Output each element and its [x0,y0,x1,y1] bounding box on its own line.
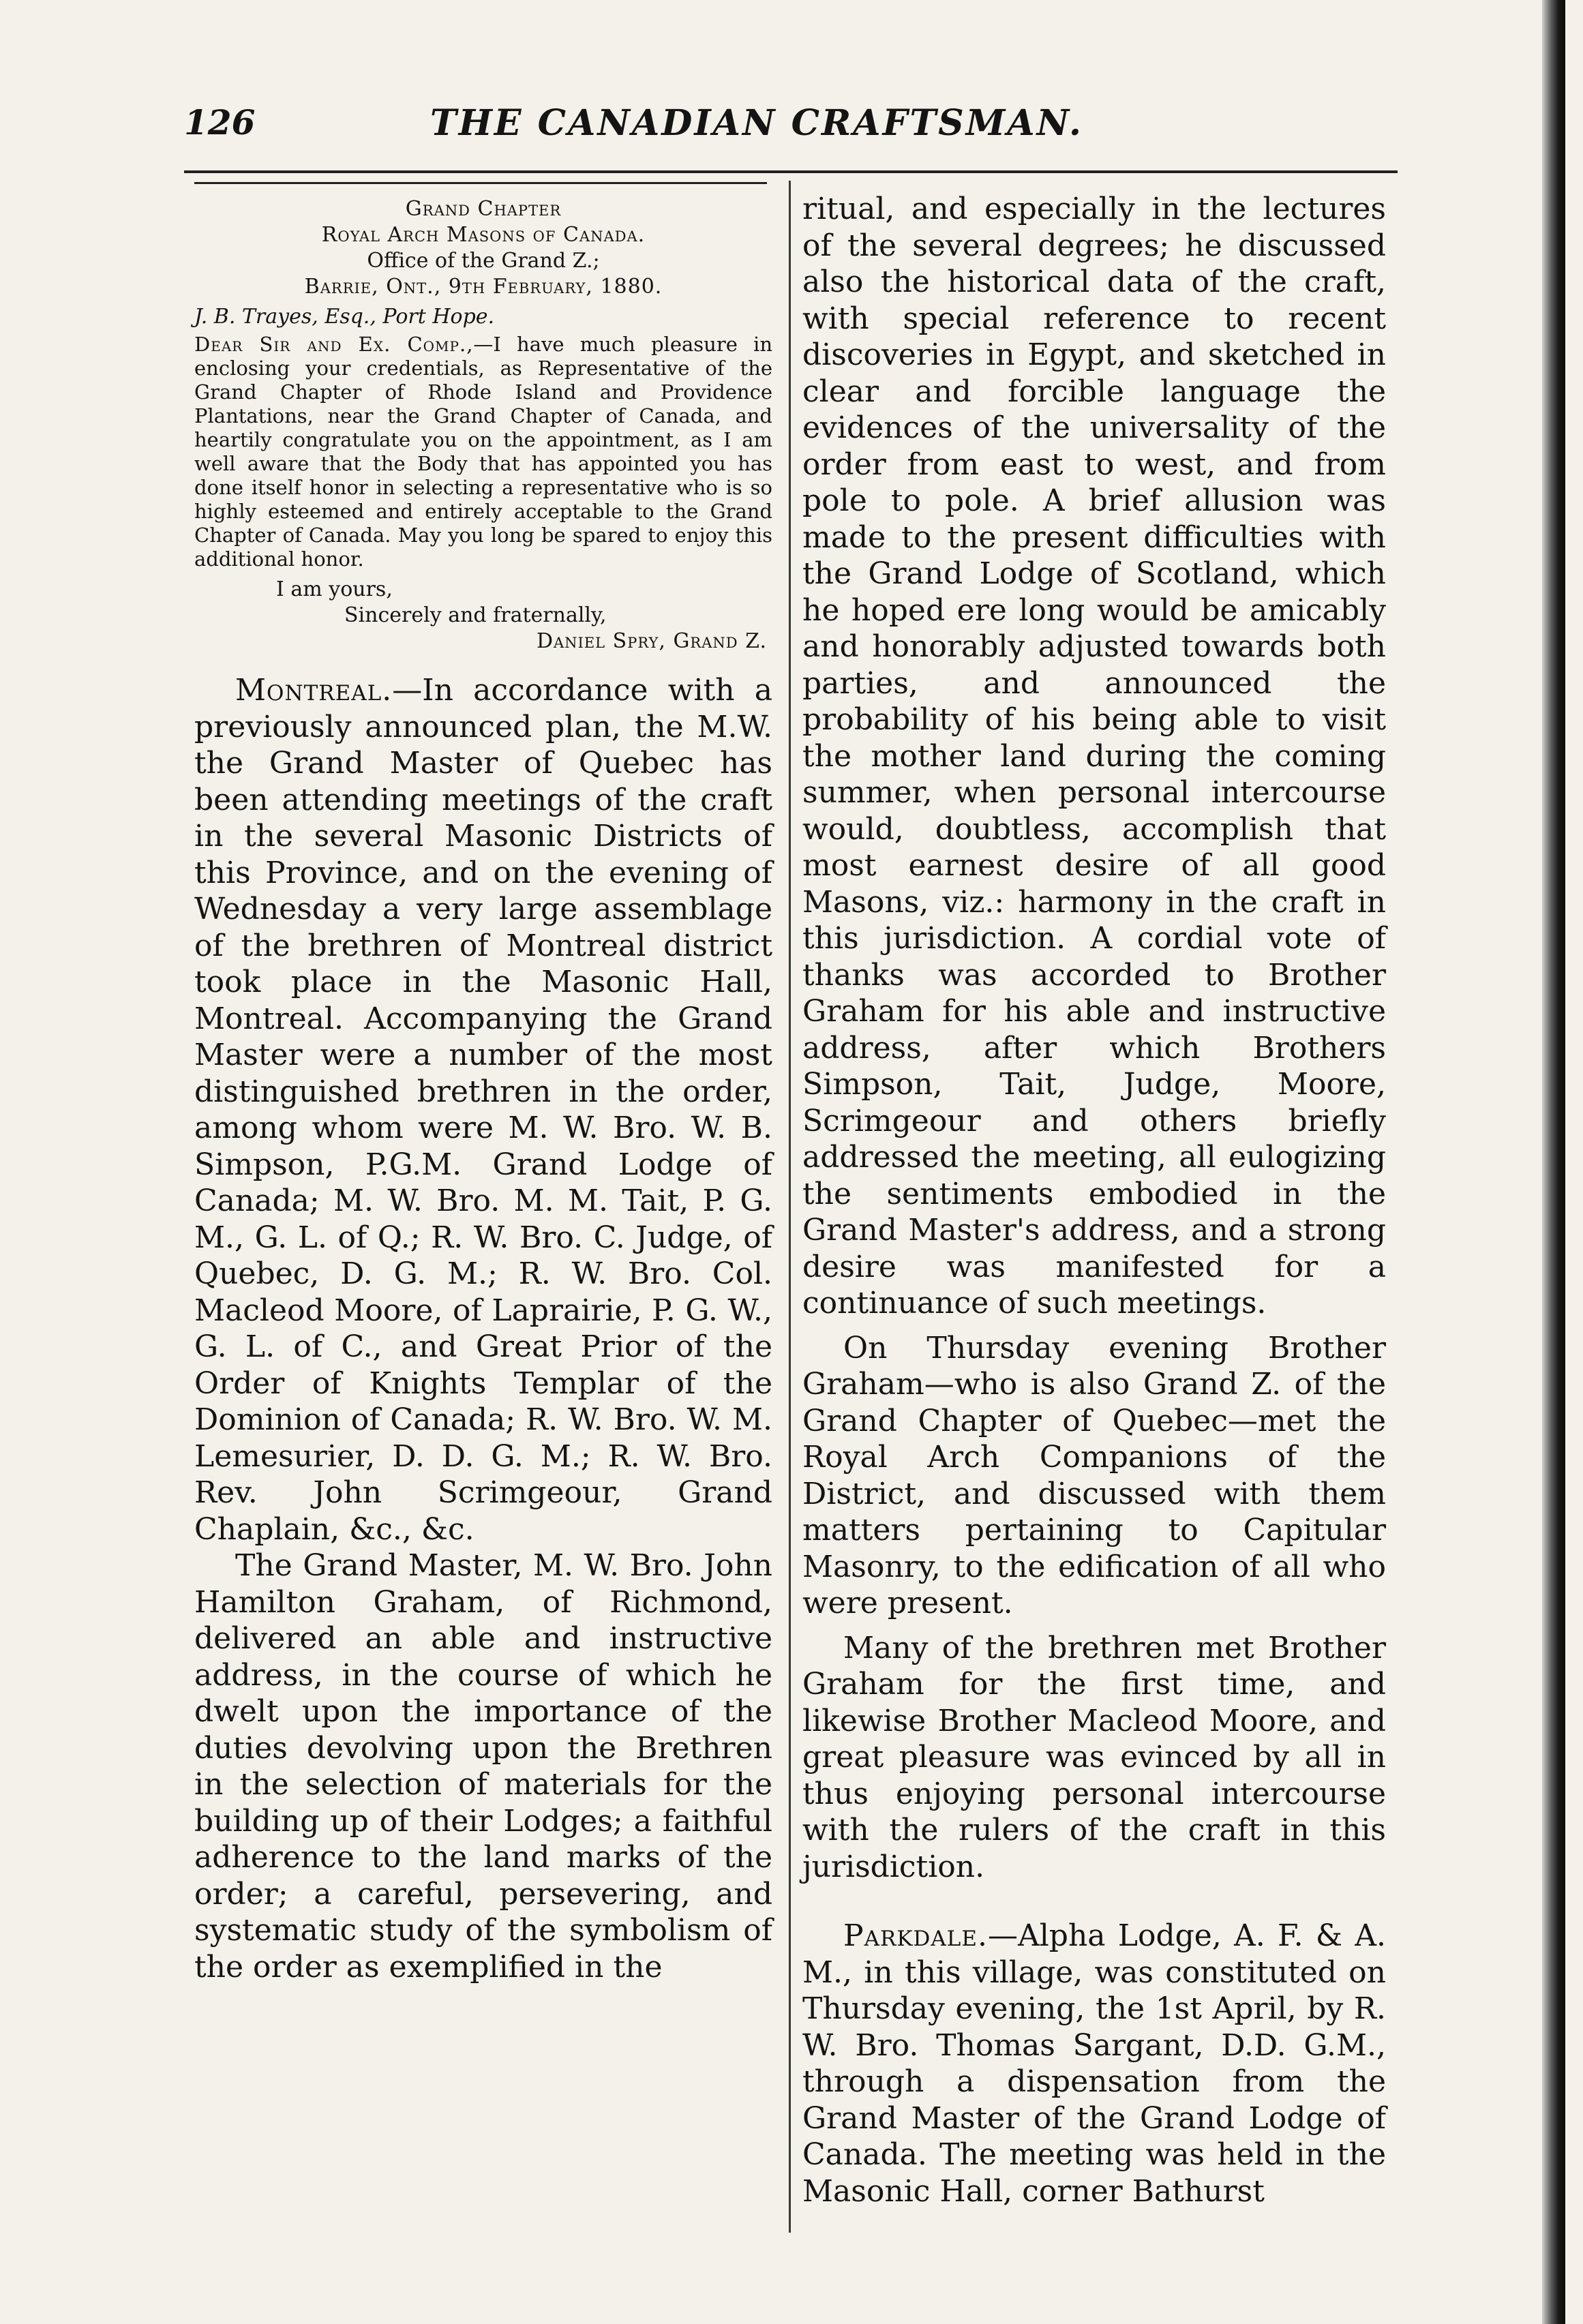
letter-body [194,333,772,571]
place-date-text: Barrie, Ont., 9th February, 1880. [304,275,663,299]
letter-place-date [194,274,772,300]
letter-body-text: —I have much pleasure in enclosing your credentials, as Representative of the Grand Chapter of Rhode Island and Providence Plantations, near the Grand Chapter of Canada, and heartily congratulate you on the appointment, as I am well aware that the Body that has appointed you has done itself honor in selecting a representative who is so highly esteemed and entirely acceptable to the Grand Chapter of Canada. May you long be spared to enjoy this additional honor. [194,333,772,571]
running-title: THE CANADIAN CRAFTSMAN. [430,102,1083,144]
montreal-lead: Montreal. [235,673,393,708]
parkdale-lead: Parkdale. [843,1918,988,1953]
letter-closing-1: I am yours, [276,577,393,601]
montreal-paragraph [194,672,772,1548]
letter-addressee: J. B. Trayes, Esq., Port Hope. [194,305,495,329]
many-paragraph: Many of the brethren met Brother Graham for the first time, and likewise Brother Macleod Moore, and great pleasure was evinced by all in thus enjoying personal intercourse with the rulers of the craft in this jurisdiction. [802,1630,1386,1884]
letter-office: Office of the Grand Z.; [367,249,600,273]
binding-edge [1542,0,1565,2324]
letter-closing-2: Sincerely and fraternally, [344,603,607,627]
parkdale-paragraph [802,1918,1386,2209]
right-column [802,184,1386,2209]
montreal-text: —In accordance with a previously announced plan, the M.W. the Grand Master of Quebec has been attending meetings of the craft in the several Masonic Districts of this Province, and on the evening of Wednesday a very large assemblage of the brethren of Montreal district took place in the Masonic Hall, Montreal. Accompanying the Grand Master were a number of the most distinguished brethren in the order, among whom were M. W. Bro. W. B. Simpson, P.G.M. Grand Lodge of Canada; M. W. Bro. M. M. Tait, P. G. M., G. L. of Q.; R. W. Bro. C. Judge, of Quebec, D. G. M.; R. W. Bro. Col. Macleod Moore, of Laprairie, P. G. W., G. L. of C., and Great Prior of the Order of Knights Templar of the Dominion of Canada; R. W. Bro. W. M. Lemesurier, D. D. G. M.; R. W. Bro. Rev. John Scrimgeour, Grand Chaplain, &c., &c. [194,673,772,1547]
letter-salutation: Dear Sir and Ex. Comp., [194,333,474,356]
parkdale-text: —Alpha Lodge, A. F. & A. M., in this village, was constituted on Thursday evening, the 1st April, by R. W. Bro. Thomas Sargant, D.D. G.M., through a dispensation from the Grand Master of the Grand Lodge of Canada. The meeting was held in the Masonic Hall, corner Bathurst [802,1918,1386,2209]
signature-text: Daniel Spry, Grand Z. [536,629,767,653]
letter-heading-2: Royal Arch Masons of Canada. [321,223,646,247]
continued-paragraph: ritual, and especially in the lectures of the several degrees; he discussed also the historical data of the craft, with special reference to recent discoveries in Egypt, and sketched in clear and forcible language the evidences of the universality of the order from east to west, and from pole to pole. A brief allusion was made to the present difficulties with the Grand Lodge of Scotland, which he hoped ere long would be amicably and honorably adjusted towards both parties, and announced the probability of his being able to visit the mother land during the coming summer, when personal intercourse would, doubtless, accomplish that most earnest desire of all good Masons, viz.: harmony in the craft in this jurisdiction. A cordial vote of thanks was accorded to Brother Graham for his able and instructive address, after which Brothers Simpson, Tait, Judge, Moore, Scrimgeour and others briefly addressed the meeting, all eulogizing the sentiments embodied in the Grand Master's address, and a strong desire was manifested for a continuance of such meetings. [802,192,1386,1321]
left-column [194,184,772,1985]
letter-signature [194,629,772,654]
column-divider [789,181,791,2233]
thursday-paragraph: On Thursday evening Brother Graham—who is also Grand Z. of the Grand Chapter of Quebec—met the Royal Arch Companions of the District, and discussed with them matters pertaining to Capitular Masonry, to the edification of all who were present. [802,1330,1386,1620]
page-number: 126 [184,102,256,142]
letter-heading-1: Grand Chapter [405,197,562,221]
header-rule [184,170,1398,173]
grand-master-paragraph: The Grand Master, M. W. Bro. John Hamilton Graham, of Richmond, delivered an able and instructive address, in the course of which he dwelt upon the importance of the duties devolving upon the Brethren in the selection of materials for the building up of their Lodges; a faithful adherence to the land marks of the order; a careful, persevering, and systematic study of the symbolism of the order as exemplified in the [194,1548,772,1985]
letter [194,196,772,654]
